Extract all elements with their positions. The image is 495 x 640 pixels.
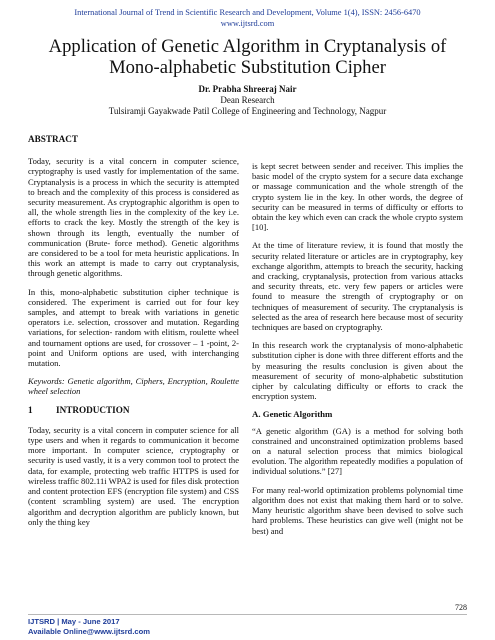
section-title: INTRODUCTION bbox=[56, 404, 130, 415]
genetic-algorithm-heading: A. Genetic Algorithm bbox=[252, 409, 333, 420]
abstract-paragraph-1: Today, security is a vital concern in computer science, cryptography is used vastly for implementation of the same. Cryptanalysis is a process in which the security is attempted to breach and the complexity of this process is considered as security measurement. As cryptographic algorithm is open to all, the whole strength lies in the complexity of the key i.e. efforts to crack the key. Mostly the strength of the key is shown through its length, eventually the number of communication (Brute- force method). Genetic algorithms are considered to be a tool for meta heuristic applications. In this work an attempt is made to carry out cryptanalysis, through genetic algorithms. bbox=[28, 156, 239, 279]
body-paragraph-3: In this research work the cryptanalysis of mono-alphabetic substitution cipher is done with three different efforts and the by measuring the results conclusion is given about the measurement of security of mono-alphabetic substitution cipher by calculating difficulty or efforts to crack the encryption system. bbox=[252, 340, 463, 402]
body-paragraph-5: For many real-world optimization problems polynomial time algorithm does not exist that making them hard or to solve. Many heuristic algorithm shave been devised to solve such hard problems. These heuristics can give well (might not be best) and bbox=[252, 484, 463, 536]
introduction-paragraph-1: Today, security is a vital concern in computer science for all type users and when it regards to communication it become more important. In computer science, cryptography or security is used vastly, it is a very common tool to protect the data, for example, protecting web traffic HTTPS is used for wireless traffic 802.11i WPA2 is used for files disk protection and content protection EFS (encryption file system) and CSS (content scrambling system) are used. The encryption algorithm and decryption algorithm are publicly known, but only the thing key bbox=[28, 424, 239, 527]
footer-issue: IJTSRD | May - June 2017 bbox=[28, 617, 120, 626]
author-role: Dean Research bbox=[220, 95, 275, 105]
introduction-heading bbox=[28, 405, 239, 415]
page-number: 728 bbox=[455, 603, 467, 612]
body-paragraph-4: “A genetic algorithm (GA) is a method for solving both constrained and unconstrained optimization problems based on a natural selection process that mimics biological evolution. The algorithm repeatedly modifies a population of individual solutions.” [27] bbox=[252, 425, 463, 477]
author-affiliation: Tulsiramji Gayakwade Patil College of Engineering and Technology, Nagpur bbox=[108, 106, 387, 116]
body-paragraph-2: At the time of literature review, it is found that mostly the security related literature or articles are in cryptography, key exchange algorithm, attempts to breach the security, hacking and cracking, cryptanalysis, protection from various attacks and security threats, etc. very few papers or articles were found to measure the strength of cryptography or on techniques of measurement of security. The cryptanalysis is selected as the area of research here because most of security techniques are based on cryptography. bbox=[252, 240, 463, 333]
abstract-paragraph-2: In this, mono-alphabetic substitution cipher technique is considered. The experiment is carried out for four key samples, and attempt to break with variations in genetic operators i.e. selection, crossover and mutation. Regarding variations, for selection- random with elitism, roulette wheel and tournament options are used, for crossover – 1 -point, 2-point and Uniform options are used, with interchanging mutation. bbox=[28, 286, 239, 369]
footer-website: Available Online@www.ijtsrd.com bbox=[28, 627, 151, 636]
keywords: Keywords: Genetic algorithm, Ciphers, Encryption, Roulette wheel selection bbox=[28, 376, 239, 397]
left-column bbox=[28, 134, 239, 535]
footer-divider bbox=[28, 614, 467, 615]
body-paragraph-1: is kept secret between sender and receiver. This implies the basic model of the crypto system for a secure data exchange or massage communication and the whole strength of the crypto system lie in the key. In other words, the degree of security can be measured in terms of difficulty or efforts to obtain the key which even can crack the whole crypto system [10]. bbox=[252, 161, 463, 233]
journal-website: www.ijtsrd.com bbox=[220, 19, 275, 28]
journal-header: International Journal of Trend in Scientific Research and Development, Volume 1(4), ISSN: 2456-6470 bbox=[74, 8, 421, 17]
author-name: Dr. Prabha Shreeraj Nair bbox=[198, 84, 297, 94]
paper-title bbox=[20, 36, 475, 78]
section-number: 1 bbox=[28, 404, 33, 415]
paper-title-line-1: Application of Genetic Algorithm in Cryptanalysis of bbox=[48, 36, 447, 57]
right-column bbox=[252, 161, 463, 544]
abstract-heading: ABSTRACT bbox=[28, 134, 79, 144]
paper-title-line-2: Mono-alphabetic Substitution Cipher bbox=[109, 57, 386, 78]
